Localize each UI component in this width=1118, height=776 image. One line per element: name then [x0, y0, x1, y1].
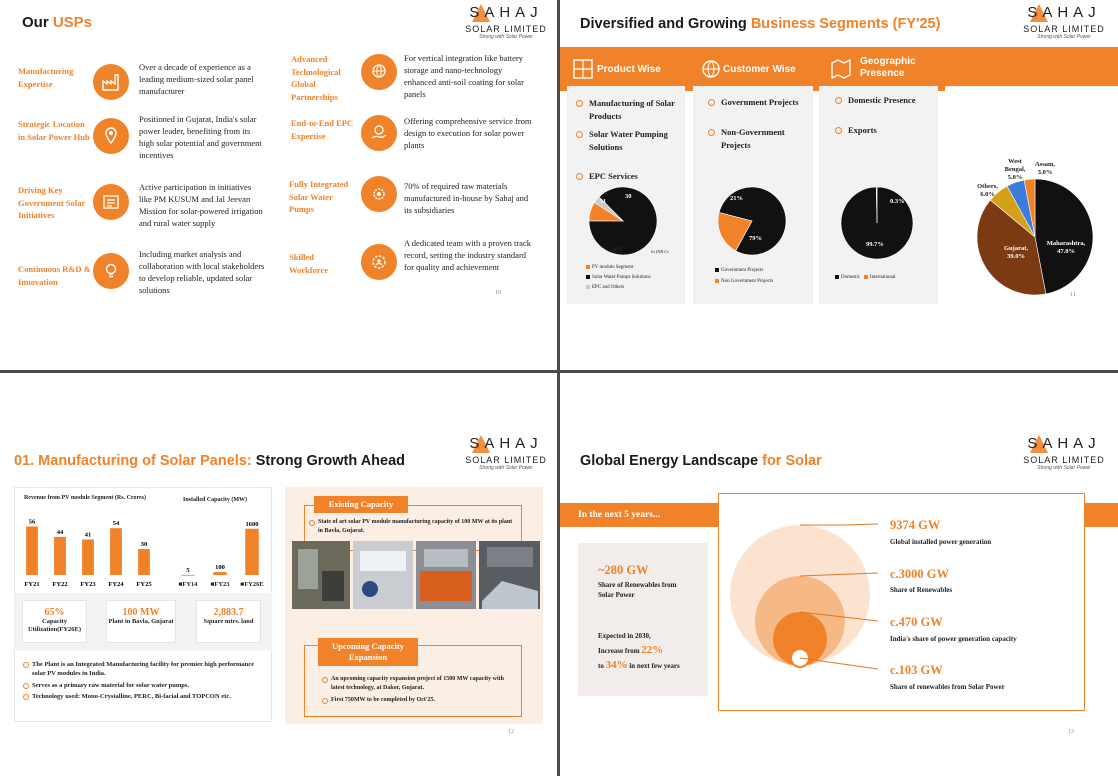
segment-head-product: Product Wise [597, 64, 661, 75]
sahaj-logo: SAHAJ SOLAR LIMITED Strong with Solar Power [465, 435, 547, 471]
pie-label: Others, 6.0% [977, 183, 998, 198]
bar [82, 539, 94, 575]
page-title: Diversified and Growing Business Segments (FY'25) [580, 16, 941, 32]
unit-label: In INR Cr. [651, 249, 670, 254]
pie-label: 79% [749, 235, 762, 242]
pie-label: 11 [600, 198, 607, 205]
usp-title: Advanced Technological Global Partnerships [291, 54, 341, 102]
landscape-label: Global installed power generation [890, 538, 992, 546]
pie-slice [1035, 179, 1093, 294]
customer-legend: Government Projects Non Government Projects [715, 265, 773, 287]
bullet: The Plant is an Integrated Manufacturing facility for premier high performance solar PV modules in India. [32, 660, 257, 678]
bar [54, 537, 66, 575]
page-number: 13 [1068, 729, 1074, 735]
bar-value-label: 100 [215, 564, 225, 572]
government-icon [93, 184, 129, 220]
globe-network-icon [361, 54, 397, 90]
customer-item: Government Projects [721, 96, 811, 109]
usp-title: Continuous R&D & Innovation [18, 264, 91, 287]
customer-item: Non-Government Projects [721, 126, 811, 151]
usp-title: Skilled Workforce [289, 252, 329, 275]
usp-desc: Offering comprehensive service from design to execution for solar power plants [404, 116, 532, 150]
globe-icon [700, 58, 722, 80]
sahaj-logo: SAHAJ SOLAR LIMITED Strong with Solar Power [1023, 435, 1105, 471]
bar-value-label: 5 [186, 566, 190, 574]
upcoming-title: Upcoming Capacity Expansion [318, 638, 418, 666]
geo-item: Exports [848, 124, 918, 137]
chart-title: Revenue from PV module Segment (Rs. Crores) [23, 495, 147, 501]
sahaj-logo: SAHAJ SOLAR LIMITED Strong with Solar Power [1023, 4, 1105, 40]
chart-title: Installed Capacity (MW) [183, 497, 247, 503]
segment-head-geo: Geographic Presence [860, 56, 916, 79]
usp-title: Manufacturing Expertise [18, 66, 74, 89]
state-chart-title: Statewise Domestic Revenue Breakup [952, 136, 1097, 145]
revenue-bar-chart [18, 511, 158, 589]
bar [110, 528, 122, 575]
usp-title: Strategic Location in Solar Power Hub [18, 119, 90, 142]
landscape-value: c.3000 GW [890, 567, 950, 581]
page-number: 10 [495, 290, 501, 296]
product-item: EPC Services [589, 170, 679, 183]
puzzle-icon [572, 58, 594, 80]
usp-desc: 70% of required raw materials manufactured in-house by Sahaj and its subsidiaries [404, 181, 529, 215]
upcoming-bullet: First 750MW to be completed by Oct'25. [331, 696, 516, 705]
usp-title: End-to-End EPC Expertise [291, 118, 354, 141]
bar-category-label: ■FY23 [210, 581, 230, 588]
existing-title: Existing Capacity [314, 496, 408, 513]
usp-title: Fully Integrated Solar Water Pumps [289, 179, 349, 214]
bar [138, 549, 150, 575]
bar-value-label: 44 [56, 528, 64, 536]
workforce-gear-icon [361, 244, 397, 280]
pie-label: 99.7% [866, 241, 884, 248]
landscape-value: 9374 GW [890, 518, 941, 532]
lightbulb-icon [93, 253, 129, 289]
bar [245, 529, 258, 575]
bar [181, 575, 194, 576]
bullet: Serves as a primary raw material for solar water pumps. [32, 681, 257, 690]
sahaj-logo: SAHAJ SOLAR LIMITED Strong with Solar Power [465, 4, 547, 40]
page-title: Our USPs [22, 14, 93, 31]
pie-label: Assam, 3.0% [1034, 161, 1056, 176]
left-label: Share of Renewables from Solar Power [598, 581, 677, 599]
pie-label: Gujarat, 39.0% [1003, 245, 1028, 260]
bar-category-label: FY25 [136, 581, 152, 588]
page-number: 11 [1070, 292, 1076, 298]
product-pie [588, 186, 658, 256]
slide-global-energy [560, 373, 1118, 776]
usp-desc: A dedicated team with a proven track record, setting the industry standard for quality and achievement [404, 238, 531, 272]
bar [213, 572, 226, 575]
pie-label: 0.3% [890, 198, 905, 205]
product-item: Manufacturing of Solar Products [589, 97, 679, 122]
bar-category-label: FY22 [52, 581, 68, 588]
landscape-label: Share of renewables from Solar Power [890, 683, 1005, 691]
kpi-card: 2,883.7 Square mtrs. land [196, 600, 261, 643]
bar-value-label: 54 [112, 520, 120, 528]
page-number: 12 [508, 729, 514, 735]
geo-legend: Domestic International [835, 275, 895, 280]
pie-label: 30 [625, 193, 632, 200]
upcoming-bullet: An upcoming capacity expansion project of 1500 MW capacity with latest technology, at Dakor, Gujarat. [331, 675, 516, 693]
bar-value-label: 41 [84, 531, 92, 539]
geo-item: Domestic Presence [848, 94, 918, 107]
customer-pie [717, 186, 787, 256]
usp-desc: Including market analysis and collaboration with local stakeholders to develop reliable, updated solar solutions [139, 249, 265, 295]
bar-category-label: FY23 [80, 581, 96, 588]
expected-text: Expected in 2030, Increase from 22% to 34% in next few years [598, 632, 680, 671]
existing-text: State of art solar PV module manufacturing capacity of 100 MW at its plant in Bavla, Gujarat. [318, 519, 513, 534]
factory-icon [93, 64, 129, 100]
pie-label: Maharashtra, 47.0% [1046, 240, 1086, 255]
slide-usps [0, 0, 557, 370]
factory-photos [292, 541, 540, 609]
segment-head-customer: Customer Wise [723, 64, 796, 75]
landscape-label: Share of Renewables [890, 586, 953, 594]
product-item: Solar Water Pumping Solutions [589, 128, 679, 153]
bar-category-label: FY24 [108, 581, 124, 588]
bar-category-label: FY21 [24, 581, 40, 588]
bar-value-label: 30 [140, 541, 148, 548]
gear-sun-icon [361, 176, 397, 212]
landscape-label: India's share of power generation capacity [890, 635, 1017, 643]
kpi-card: 65% Capacity Utilization(FY26E) [22, 600, 87, 643]
page-title: 01. Manufacturing of Solar Panels: Strong Growth Ahead [14, 453, 406, 469]
bar-category-label: ■FY14 [178, 581, 198, 588]
usp-desc: Over a decade of experience as a leading medium-sized solar panel manufacturer [139, 62, 254, 96]
landscape-value: c.470 GW [890, 615, 943, 629]
product-legend: PV module Segment Solar Water Pumps Solutions EPC and Others [586, 263, 651, 293]
capacity-bar-chart [172, 511, 268, 589]
usp-title: Driving Key Government Solar Initiatives [18, 185, 86, 220]
usp-desc: Active participation in initiatives like PM KUSUM and Jal Jeevan Mission for solar-powered irrigation and rural water supply [139, 182, 263, 228]
landscape-value: c.103 GW [890, 663, 943, 677]
location-icon [93, 118, 129, 154]
left-value: ~280 GW [598, 563, 649, 577]
slide-business-segments [560, 0, 1118, 370]
bar-value-label: 56 [28, 518, 36, 526]
pie-label: West Bengal, 5.0% [1004, 158, 1026, 181]
banner-text: In the next 5 years... [578, 510, 661, 520]
map-icon [830, 58, 852, 80]
usp-desc: For vertical integration like battery storage and nano-technology enhanced anti-soil coating for solar panels [404, 53, 524, 99]
bar-category-label: ■FY26E [240, 581, 264, 588]
usp-desc: Positioned in Gujarat, India's solar power leader, benefiting from its high solar potential and government incentives [139, 114, 262, 160]
pie-label: 21% [730, 195, 743, 202]
hand-coin-icon [361, 115, 397, 151]
page-title: Global Energy Landscape for Solar [580, 453, 822, 469]
bullet: Technology used: Mono-Crystalline, PERC, Bi-facial and TOPCON etc. [32, 692, 257, 701]
pie-label: 288 [612, 246, 622, 253]
bar-value-label: 1600 [245, 520, 259, 528]
slide-manufacturing [0, 373, 557, 776]
kpi-card: 100 MW Plant in Bavla, Gujarat [106, 600, 176, 643]
bar [26, 526, 38, 575]
